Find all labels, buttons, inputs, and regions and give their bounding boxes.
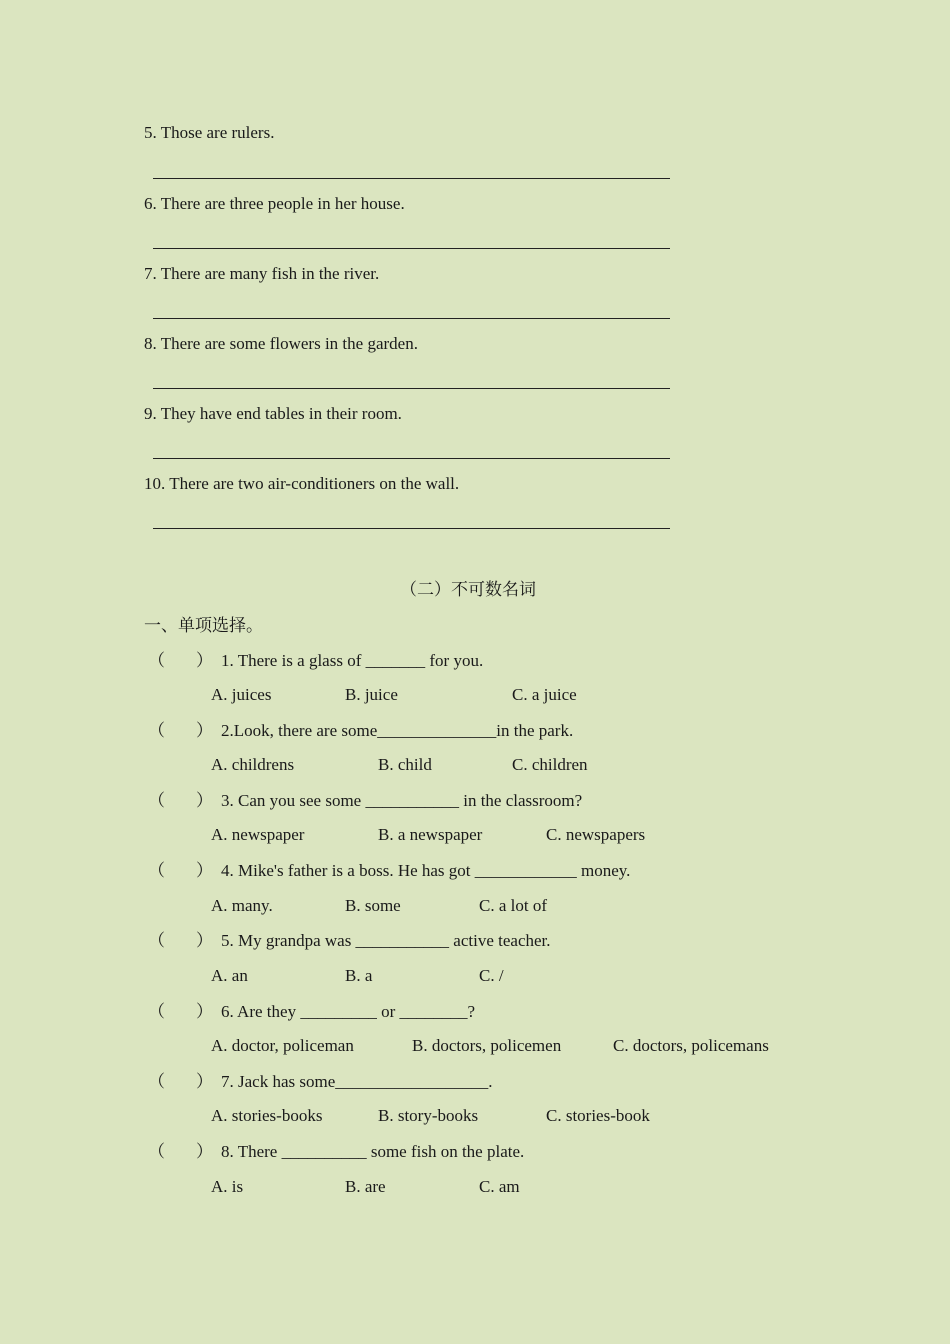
- option-a[interactable]: A. newspaper: [211, 825, 305, 844]
- answer-paren-close: ）: [196, 1002, 213, 1021]
- section-subtitle: 一、单项选择。: [144, 616, 263, 635]
- answer-paren-close: ）: [196, 1072, 213, 1091]
- answer-paren-open[interactable]: （: [148, 1142, 165, 1161]
- exercise-item-9: 9. They have end tables in their room.: [144, 404, 402, 423]
- question-text: 7. Jack has some__________________.: [221, 1072, 493, 1091]
- option-c[interactable]: C. doctors, policemans: [613, 1036, 769, 1055]
- answer-paren-open[interactable]: （: [148, 1002, 165, 1021]
- option-b[interactable]: B. some: [345, 896, 401, 915]
- option-a[interactable]: A. childrens: [211, 755, 295, 774]
- option-a[interactable]: A. an: [211, 966, 248, 985]
- option-a[interactable]: A. stories-books: [211, 1106, 323, 1125]
- option-c[interactable]: C. stories-book: [546, 1106, 650, 1125]
- section-title: （二）不可数名词: [400, 580, 536, 599]
- exercise-item-8: 8. There are some flowers in the garden.: [144, 334, 418, 353]
- answer-line[interactable]: [153, 388, 670, 389]
- answer-paren-open[interactable]: （: [148, 1072, 165, 1091]
- answer-paren-open[interactable]: （: [148, 931, 165, 950]
- answer-paren-open[interactable]: （: [148, 861, 165, 880]
- answer-paren-close: ）: [196, 651, 213, 670]
- question-text: 8. There __________ some fish on the plate.: [221, 1142, 525, 1161]
- question-text: 5. My grandpa was ___________ active teacher.: [221, 931, 551, 950]
- answer-line[interactable]: [153, 528, 670, 529]
- option-b[interactable]: B. juice: [345, 685, 398, 704]
- exercise-item-10: 10. There are two air-conditioners on the wall.: [144, 474, 460, 493]
- option-b[interactable]: B. doctors, policemen: [412, 1036, 562, 1055]
- answer-paren-open[interactable]: （: [148, 651, 165, 670]
- answer-line[interactable]: [153, 178, 670, 179]
- exercise-item-6: 6. There are three people in her house.: [144, 194, 405, 213]
- option-b[interactable]: B. are: [345, 1177, 386, 1196]
- answer-paren-close: ）: [196, 1142, 213, 1161]
- question-text: 3. Can you see some ___________ in the classroom?: [221, 791, 583, 810]
- exercise-item-5: 5. Those are rulers.: [144, 123, 275, 142]
- answer-line[interactable]: [153, 458, 670, 459]
- option-c[interactable]: C. a lot of: [479, 896, 547, 915]
- answer-paren-close: ）: [196, 791, 213, 810]
- answer-paren-close: ）: [196, 721, 213, 740]
- answer-paren-close: ）: [196, 861, 213, 880]
- option-b[interactable]: B. child: [378, 755, 432, 774]
- option-c[interactable]: C. a juice: [512, 685, 577, 704]
- option-a[interactable]: A. many.: [211, 896, 273, 915]
- question-text: 1. There is a glass of _______ for you.: [221, 651, 484, 670]
- answer-line[interactable]: [153, 318, 670, 319]
- question-text: 6. Are they _________ or ________?: [221, 1002, 476, 1021]
- exercise-item-7: 7. There are many fish in the river.: [144, 264, 380, 283]
- answer-paren-open[interactable]: （: [148, 791, 165, 810]
- option-a[interactable]: A. is: [211, 1177, 244, 1196]
- option-c[interactable]: C. /: [479, 966, 504, 985]
- option-b[interactable]: B. a newspaper: [378, 825, 483, 844]
- question-text: 2.Look, there are some______________in the park.: [221, 721, 574, 740]
- option-c[interactable]: C. children: [512, 755, 588, 774]
- answer-line[interactable]: [153, 248, 670, 249]
- answer-paren-close: ）: [196, 931, 213, 950]
- option-c[interactable]: C. newspapers: [546, 825, 646, 844]
- answer-paren-open[interactable]: （: [148, 721, 165, 740]
- option-b[interactable]: B. story-books: [378, 1106, 479, 1125]
- option-a[interactable]: A. doctor, policeman: [211, 1036, 354, 1055]
- question-text: 4. Mike's father is a boss. He has got ____________ money.: [221, 861, 631, 880]
- option-b[interactable]: B. a: [345, 966, 373, 985]
- option-a[interactable]: A. juices: [211, 685, 272, 704]
- option-c[interactable]: C. am: [479, 1177, 520, 1196]
